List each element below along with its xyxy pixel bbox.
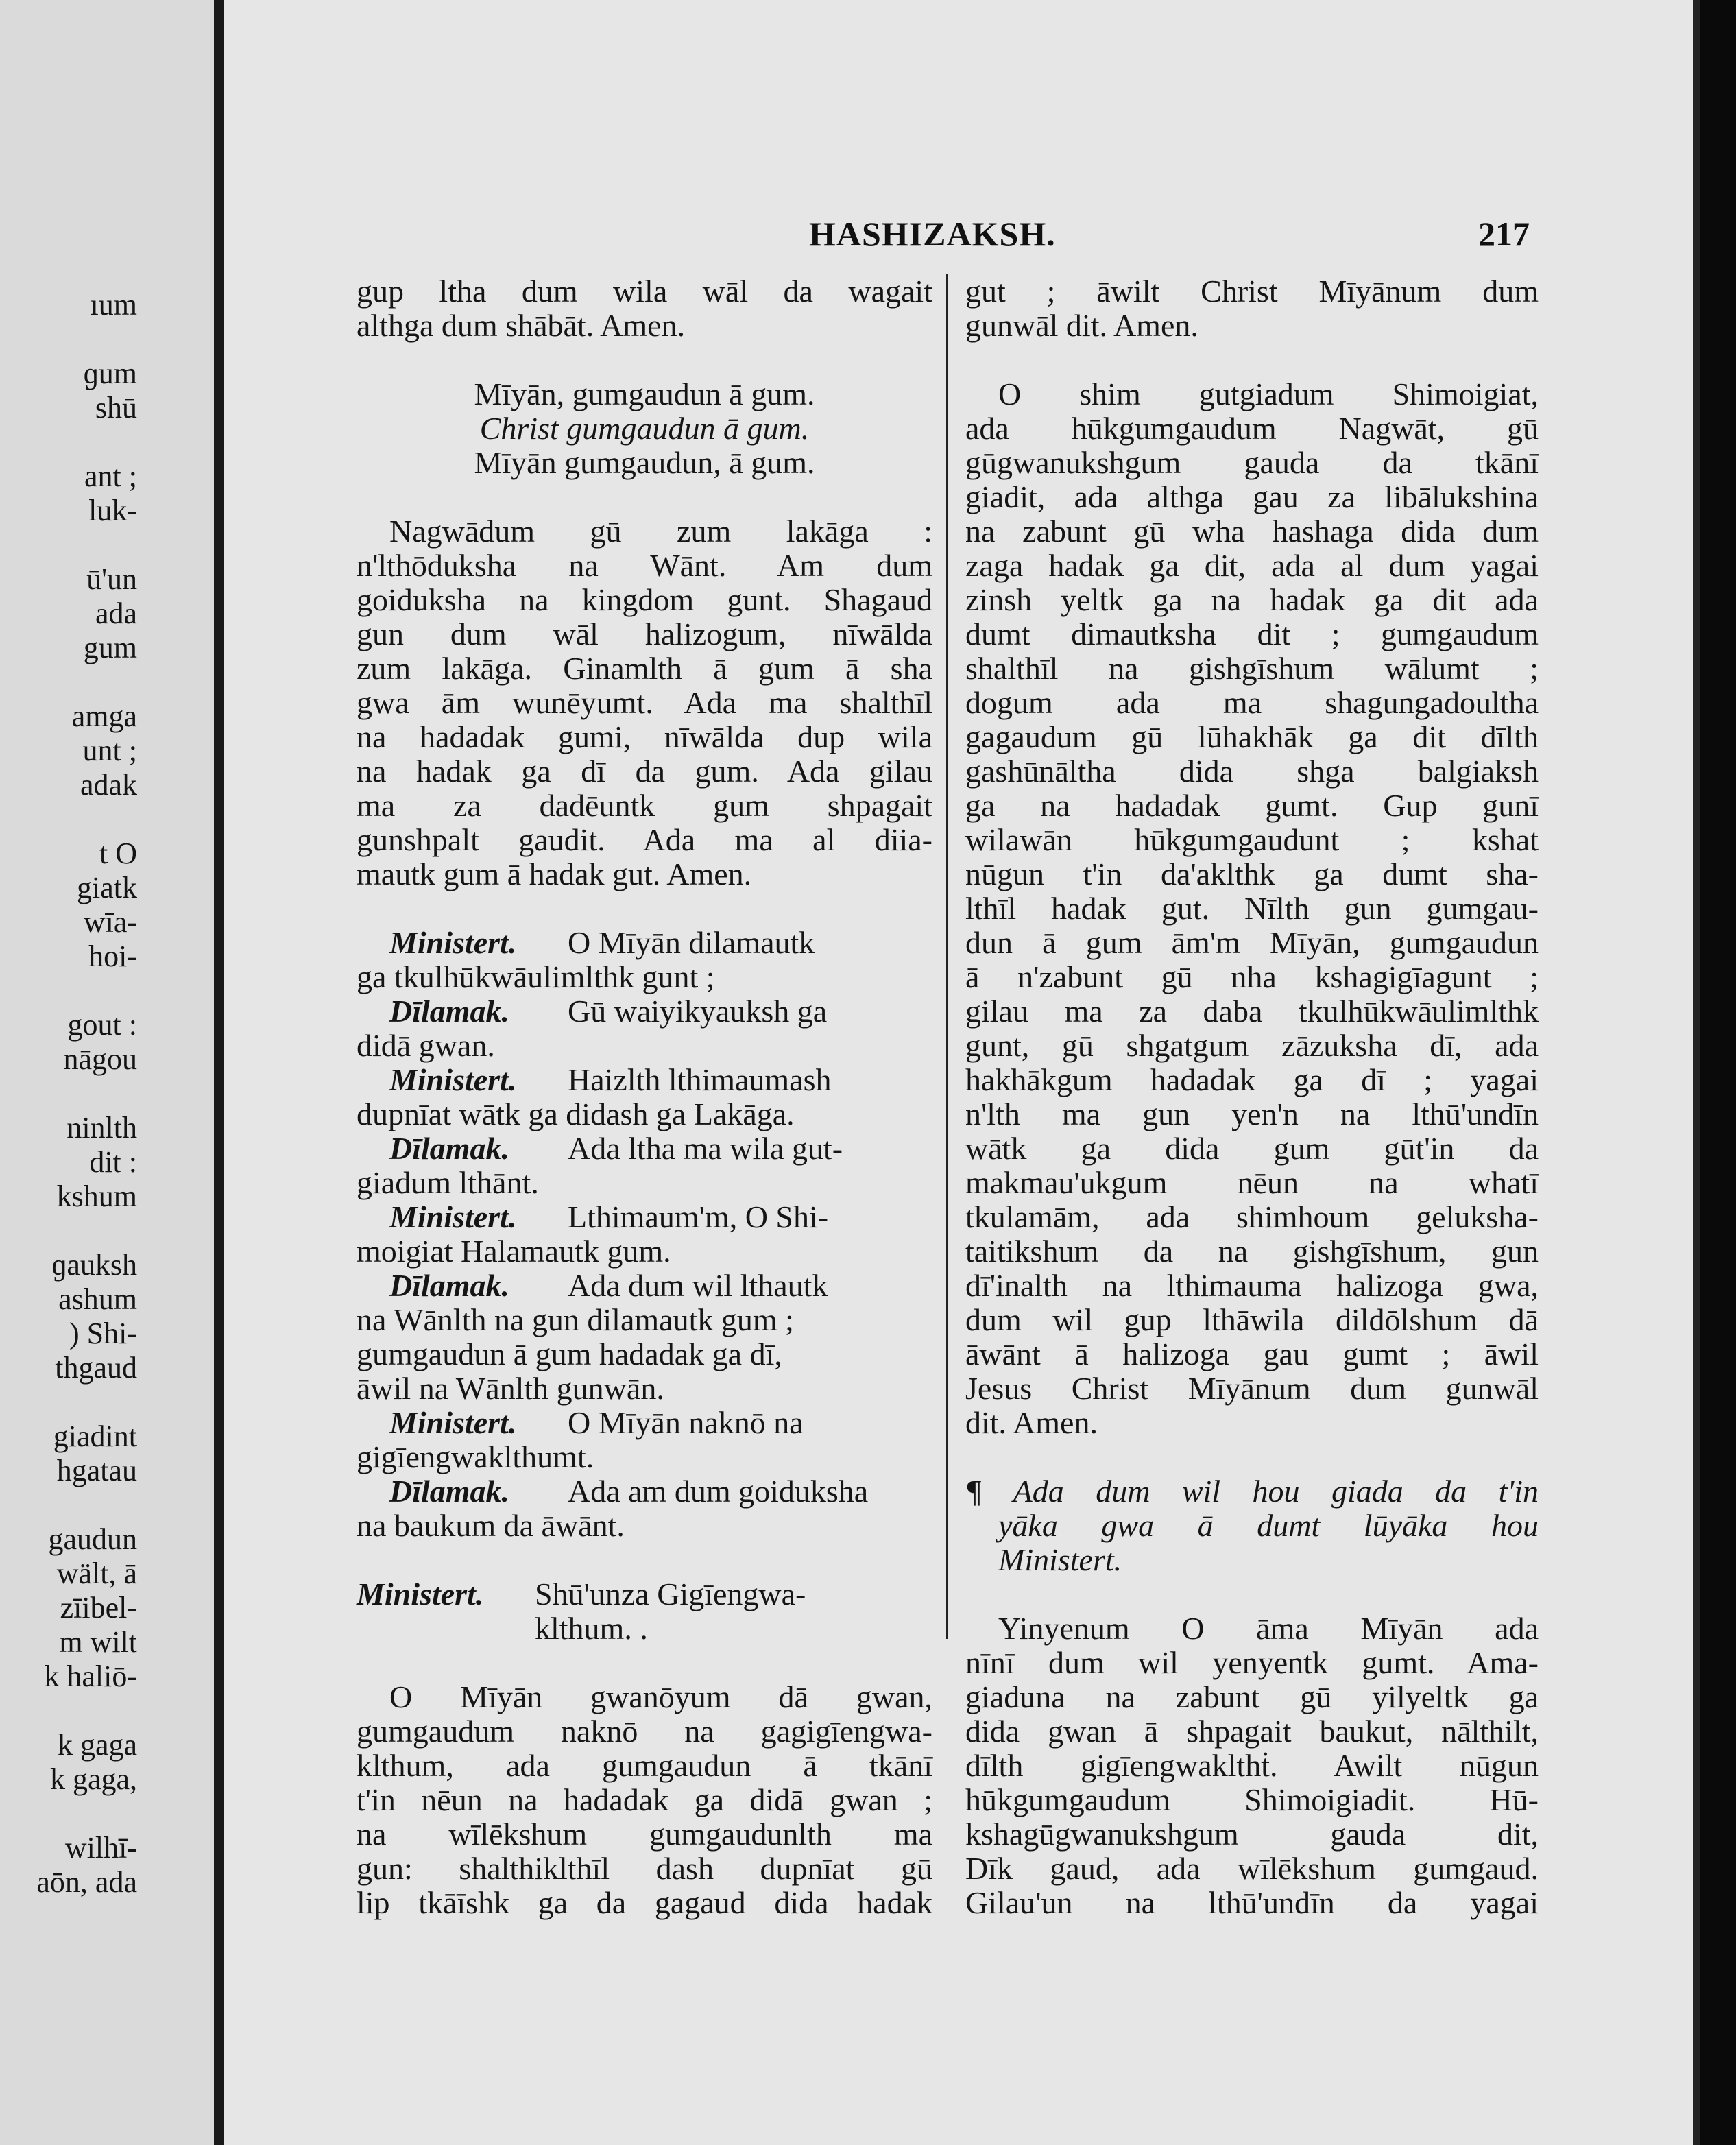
- rubric-line: ¶ Ada dum wil hou giada da t'in: [965, 1474, 1539, 1509]
- collect-line: t'in nēun na hadadak ga didā gwan ;: [357, 1782, 932, 1817]
- fragment-line: amga: [71, 699, 137, 733]
- rubric-line: Ministert.: [998, 1542, 1122, 1577]
- fragment-line: t O: [99, 837, 137, 870]
- collect-line: ga na hadadak gumt. Gup gunī: [965, 788, 1539, 823]
- dialogue-text: Lthimaum'm, O Shi-: [568, 1199, 829, 1234]
- fragment-line: unt ;: [82, 734, 137, 767]
- prayer-line: goiduksha na kingdom gunt. Shagaud: [357, 582, 932, 617]
- fragment-line: ada: [95, 597, 137, 630]
- fragment-line: ū'un: [86, 562, 137, 596]
- dialogue-line: [357, 1200, 932, 1234]
- collect-line: lthīl hadak gut. Nīlth gun gumgau-: [965, 891, 1539, 926]
- collect-line: gunt, gū shgatgum zāzuksha dī, ada: [965, 1028, 1539, 1063]
- collect-line: klthum, ada gumgaudun ā tkānī: [357, 1748, 932, 1783]
- collect-line: nūgun t'in da'aklthk ga dumt sha-: [965, 856, 1539, 891]
- page-number: 217: [1478, 215, 1530, 253]
- collect-line: tkulamām, ada shimhoum geluksha-: [965, 1199, 1539, 1234]
- final-line: dida gwan ā shpagait baukut, nālthilt,: [965, 1714, 1539, 1749]
- versicles: [357, 377, 932, 480]
- collect-line: gumgaudum naknō na gagigīengwa-: [357, 1714, 932, 1749]
- prayer-line: na hadak ga dī da gum. Ada gilau: [357, 754, 932, 789]
- dialogue-text: āwil na Wānlth gunwān.: [357, 1371, 664, 1406]
- fragment-line: dit :: [89, 1145, 137, 1179]
- dialogue-text: dupnīat wātk ga didash ga Lakāga.: [357, 1097, 795, 1131]
- final-line: Gilau'un na lthū'undīn da yagai: [965, 1885, 1539, 1920]
- page-edge: [1693, 0, 1700, 2145]
- fragment-line: wält, ā: [56, 1557, 137, 1590]
- collect-line: n'lth ma gun yen'n na lthū'undīn: [965, 1097, 1539, 1131]
- dialogue-text: O Mīyān dilamautk: [568, 925, 815, 960]
- page-gutter: [214, 0, 224, 2145]
- fragment-line: ant ;: [84, 459, 137, 493]
- collect-line: zaga hadak ga dit, ada al dum yagai: [965, 548, 1539, 583]
- dialogue-line: [357, 960, 932, 994]
- rubric: [965, 1474, 1539, 1577]
- dialogue-line: [357, 1337, 932, 1371]
- previous-page: [0, 0, 218, 2145]
- lords-prayer: [357, 514, 932, 891]
- text-line: althga dum shābāt. Amen.: [357, 308, 686, 343]
- opening-lines: [357, 274, 932, 343]
- fragment-line: k gaga: [57, 1728, 137, 1762]
- collect-line: ā n'zabunt gū nha kshagigīagunt ;: [965, 959, 1539, 994]
- dialogue-line: [357, 1166, 932, 1200]
- speaker-label: Dīlamak.: [389, 1131, 510, 1166]
- dialogue-text: O Mīyān naknō na: [568, 1405, 804, 1440]
- running-header: HASHIZAKSH.: [809, 215, 1056, 253]
- dialogue-text: didā gwan.: [357, 1028, 495, 1063]
- versicle-line: Mīyān, gumgaudun ā gum.: [474, 376, 815, 411]
- collect-line: zinsh yeltk ga na hadak ga dit ada: [965, 582, 1539, 617]
- left-collect: [357, 1680, 932, 1920]
- fragment-line: gout :: [67, 1008, 137, 1042]
- collect-line: dī'inalth na lthimauma halizoga gwa,: [965, 1268, 1539, 1303]
- dialogue-line: [357, 1234, 932, 1269]
- final-line: kshagūgwanukshgum gauda dit,: [965, 1817, 1539, 1852]
- fragment-line: gaudun: [48, 1522, 137, 1556]
- collect-line: dit. Amen.: [965, 1405, 1098, 1440]
- dialogue-text: ga tkulhūkwāulimlthk gunt ;: [357, 959, 715, 994]
- versicle-line: Mīyān gumgaudun, ā gum.: [474, 445, 815, 480]
- collect-line: dun ā gum ām'm Mīyān, gumgaudun: [965, 925, 1539, 960]
- dialogue: [357, 926, 932, 1543]
- fragment-line: hgatau: [56, 1454, 137, 1487]
- text-line: gup ltha dum wila wāl da wagait: [357, 274, 932, 309]
- collect-heading: [357, 1577, 932, 1646]
- final-line: Dīk gaud, ada wīlēkshum gumgaud.: [965, 1851, 1539, 1886]
- fragment-line: luk-: [88, 494, 137, 527]
- dialogue-text: gigīengwaklthumt.: [357, 1439, 594, 1474]
- column-divider: [946, 274, 948, 1639]
- fragment-line: ıum: [90, 288, 137, 322]
- dialogue-text: Gū waiyikyauksh ga: [568, 994, 828, 1029]
- fragment-line: k gaga,: [49, 1762, 137, 1796]
- text-line: gut ; āwilt Christ Mīyānum dum: [965, 274, 1539, 309]
- dialogue-line: [357, 1269, 932, 1303]
- collect-line: dogum ada ma shagungadoultha: [965, 685, 1539, 720]
- speaker-label: Ministert.: [389, 1199, 517, 1234]
- collect-line: wātk ga dida gum gūt'in da: [965, 1131, 1539, 1166]
- prayer-line: gwa ām wunēyumt. Ada ma shalthīl: [357, 685, 932, 720]
- dialogue-text: Ada ltha ma wila gut-: [568, 1131, 843, 1166]
- collect-line: na zabunt gū wha hashaga dida dum: [965, 514, 1539, 549]
- collect-line: giadit, ada althga gau za libālukshina: [965, 479, 1539, 514]
- prayer-line: gun dum wāl halizogum, nīwālda: [357, 616, 932, 651]
- dialogue-line: [357, 1371, 932, 1406]
- heading-speaker: Ministert.: [357, 1577, 484, 1611]
- speaker-label: Ministert.: [389, 1062, 517, 1097]
- text-line: gunwāl dit. Amen.: [965, 308, 1198, 343]
- collect-line: gagaudum gū lūhakhāk ga dit dīlth: [965, 719, 1539, 754]
- speaker-label: Dīlamak.: [389, 1268, 510, 1303]
- dialogue-line: [357, 1097, 932, 1131]
- right-opening: [965, 274, 1539, 343]
- final-line: hūkgumgaudum Shimoigiadit. Hū-: [965, 1782, 1539, 1817]
- fragment-line: gum: [83, 631, 137, 664]
- fragment-line: hoi-: [88, 939, 137, 973]
- dialogue-line: [357, 926, 932, 960]
- fragment-line: wīa-: [83, 905, 137, 939]
- fragment-line: shū: [95, 391, 137, 424]
- dialogue-text: gumgaudun ā gum hadadak ga dī,: [357, 1337, 782, 1371]
- dialogue-line: [357, 1063, 932, 1097]
- collect-line: taitikshum da na gishgīshum, gun: [965, 1234, 1539, 1269]
- collect-line: makmau'ukgum nēun na whatī: [965, 1165, 1539, 1200]
- dialogue-line: [357, 994, 932, 1029]
- dialogue-text: Ada dum wil lthautk: [568, 1268, 828, 1303]
- collect-line: ada hūkgumgaudum Nagwāt, gū: [965, 411, 1539, 446]
- dialogue-text: moigiat Halamautk gum.: [357, 1234, 671, 1269]
- right-column: [965, 274, 1539, 1920]
- collect-line: wilawān hūkgumgaudunt ; kshat: [965, 822, 1539, 857]
- left-column: [357, 274, 932, 1920]
- prayer-line: na hadadak gumi, nīwālda dup wila: [357, 719, 932, 754]
- dialogue-line: [357, 1131, 932, 1166]
- collect-line: gilau ma za daba tkulhūkwāulimlthk: [965, 994, 1539, 1029]
- prayer-line: n'lthōduksha na Wānt. Am dum: [357, 548, 932, 583]
- collect-line: dum wil gup lthāwila dildōlshum dā: [965, 1302, 1539, 1337]
- dialogue-line: [357, 1303, 932, 1337]
- dialogue-line: [357, 1406, 932, 1440]
- collect-line: gūgwanukshgum gauda da tkānī: [965, 445, 1539, 480]
- fragment-line: m wilt: [59, 1625, 137, 1659]
- versicle-line: Christ gumgaudun ā gum.: [479, 411, 810, 446]
- fragment-line: thgaud: [55, 1351, 137, 1385]
- collect-line: na wīlēkshum gumgaudunlth ma: [357, 1817, 932, 1852]
- fragment-line: ɡauksh: [51, 1248, 137, 1282]
- fragment-line: adak: [80, 768, 137, 802]
- fragment-line: kshum: [56, 1179, 137, 1213]
- collect-line: shalthīl na gishgīshum wālumt ;: [965, 651, 1539, 686]
- dialogue-text: na baukum da āwānt.: [357, 1508, 625, 1543]
- dialogue-line: [357, 1509, 932, 1543]
- speaker-label: Ministert.: [389, 1405, 517, 1440]
- prayer-line: zum lakāga. Ginamlth ā gum ā sha: [357, 651, 932, 686]
- speaker-label: Dīlamak.: [389, 994, 510, 1029]
- prayer-line: ma za dadēuntk gum shpagait: [357, 788, 932, 823]
- fragment-line: aōn, ada: [36, 1865, 137, 1899]
- dialogue-text: na Wānlth na gun dilamautk gum ;: [357, 1302, 794, 1337]
- prayer-line: gunshpalt gaudit. Ada ma al diia-: [357, 822, 932, 857]
- dialogue-line: [357, 1029, 932, 1063]
- fragment-line: zīibel-: [60, 1591, 137, 1625]
- collect-line: O shim gutgiadum Shimoigiat,: [998, 376, 1539, 411]
- dialogue-line: [357, 1474, 932, 1509]
- final-line: Yinyenum O āma Mīyān ada: [998, 1611, 1539, 1646]
- dialogue-line: [357, 1440, 932, 1474]
- fragment-line: giatk: [77, 871, 137, 904]
- collect-line: Jesus Christ Mīyānum dum gunwāl: [965, 1371, 1539, 1406]
- collect-line: lip tkāīshk ga da gagaud dida hadak: [357, 1885, 932, 1920]
- fragment-line: nāgou: [63, 1042, 137, 1076]
- speaker-label: Dīlamak.: [389, 1474, 510, 1509]
- speaker-label: Ministert.: [389, 925, 517, 960]
- collect-line: dumt dimautksha dit ; gumgaudum: [965, 616, 1539, 651]
- dialogue-text: Haizlth lthimaumash: [568, 1062, 832, 1097]
- right-collect: [965, 377, 1539, 1440]
- final-line: giaduna na zabunt gū yilyeltk ga: [965, 1679, 1539, 1714]
- collect-line: hakhākgum hadadak ga dī ; yagai: [965, 1062, 1539, 1097]
- collect-line: gun: shalthiklthīl dash dupnīat gū: [357, 1851, 932, 1886]
- fragment-line: giadint: [53, 1419, 137, 1453]
- collect-line: āwānt ā halizoga gau gumt ; āwil: [965, 1337, 1539, 1371]
- final-prayer: [965, 1611, 1539, 1920]
- fragment-line: k haliō-: [44, 1659, 137, 1693]
- dialogue-text: giadum lthānt.: [357, 1165, 539, 1200]
- collect-line: O Mīyān gwanōyum dā gwan,: [389, 1679, 932, 1714]
- heading-text-2: klthum. .: [535, 1611, 648, 1646]
- fragment-line: ashum: [58, 1282, 137, 1316]
- rubric-line: yāka gwa ā dumt lūyāka hou: [998, 1508, 1539, 1543]
- prayer-line: Nagwādum gū zum lakāga :: [389, 514, 932, 549]
- fragment-line: ) Shi-: [69, 1317, 137, 1350]
- final-line: nīnī dum wil yenyentk gumt. Ama-: [965, 1645, 1539, 1680]
- fragment-line: wilhī-: [64, 1831, 137, 1865]
- final-line: dīlth gigīengwaklthṫ. Awilt nūgun: [965, 1748, 1539, 1783]
- heading-text-1: Shū'unza Gigīengwa-: [535, 1577, 806, 1611]
- prayer-line: mautk gum ā hadak gut. Amen.: [357, 856, 752, 891]
- fragment-line: ɡum: [83, 357, 137, 390]
- dialogue-text: Ada am dum goiduksha: [568, 1474, 869, 1509]
- collect-line: gashūnāltha dida shga balgiaksh: [965, 754, 1539, 789]
- fragment-line: ninlth: [67, 1111, 137, 1145]
